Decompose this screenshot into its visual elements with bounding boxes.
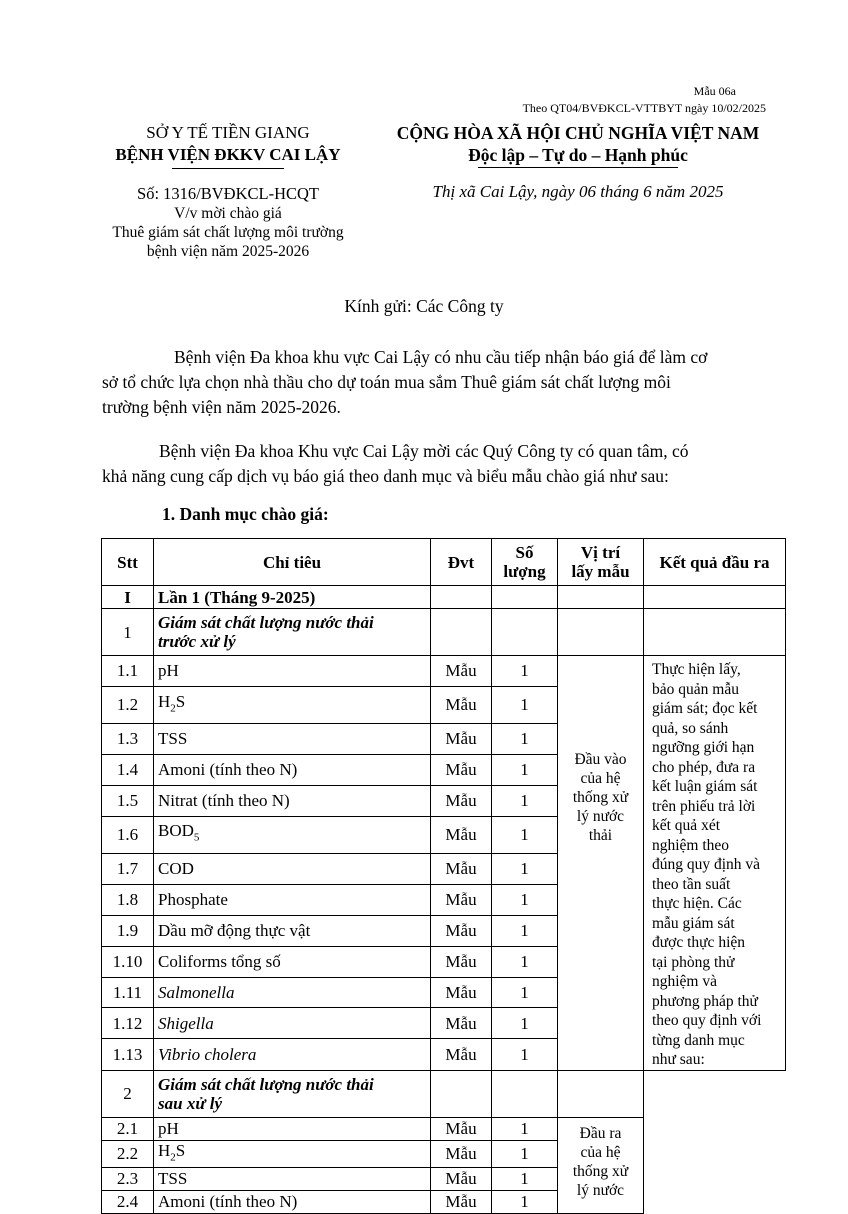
row-stt: 1.10 <box>102 946 154 977</box>
criteria-name: COD <box>158 859 194 879</box>
sampling-location-line: thống xử <box>572 1162 629 1180</box>
row-unit: Mẫu <box>431 754 492 785</box>
paragraph-1 <box>102 345 802 420</box>
paragraph-1-line-1: Bệnh viện Đa khoa khu vực Cai Lậy có nhu cầu tiếp nhận báo giá để làm cơ <box>174 347 708 367</box>
row-unit: Mẫu <box>431 977 492 1008</box>
table-row <box>102 1117 786 1140</box>
paragraph-2 <box>102 439 802 489</box>
row-stt: 1.2 <box>102 686 154 723</box>
empty-cell <box>492 586 558 609</box>
row-quantity: 1 <box>492 686 558 723</box>
outcome-line: đúng quy định và <box>652 856 761 873</box>
row-criteria <box>154 977 431 1008</box>
criteria-name: Salmonella <box>158 982 235 1002</box>
motto: Độc lập – Tự do – Hạnh phúc <box>468 145 688 165</box>
outcome-line: theo quy định với <box>652 1012 762 1029</box>
outcome-line: theo tần suất <box>652 875 731 893</box>
criteria-subscript: 2 <box>170 702 176 715</box>
row-quantity: 1 <box>492 884 558 915</box>
outcome-line: ngưỡng giới hạn <box>652 739 755 756</box>
outcome-line: tại phòng thử <box>652 953 735 971</box>
sampling-location-line: thải <box>588 827 613 844</box>
criteria-name: TSS <box>158 1169 188 1189</box>
part-stt: I <box>102 586 154 609</box>
header-stt: Stt <box>102 539 154 586</box>
group-title-line-1: Giám sát chất lượng nước thải <box>158 1074 374 1094</box>
sampling-location-line: lý nước <box>576 1181 625 1199</box>
header-unit: Đvt <box>431 539 492 586</box>
sampling-location-line: Đầu vào <box>574 751 627 768</box>
criteria-subscript: 2 <box>170 1150 176 1163</box>
criteria-name: pH <box>158 661 179 681</box>
outcome-line: thực hiện. Các <box>652 895 742 912</box>
row-quantity: 1 <box>492 1039 558 1070</box>
criteria-name: Phosphate <box>158 890 228 910</box>
row-criteria <box>154 946 431 977</box>
paragraph-1-line-2: sở tổ chức lựa chọn nhà thầu cho dự toán mua sắm Thuê giám sát chất lượng môi <box>102 372 671 392</box>
row-criteria <box>154 853 431 884</box>
row-stt: 2.2 <box>102 1140 154 1167</box>
row-stt: 1.13 <box>102 1039 154 1070</box>
row-unit: Mẫu <box>431 853 492 884</box>
outcome-line: nghiệm theo <box>652 836 730 854</box>
row-stt: 1.1 <box>102 656 154 687</box>
form-reference: Theo QT04/BVĐKCL-VTTBYT ngày 10/02/2025 <box>522 101 766 115</box>
row-unit: Mẫu <box>431 686 492 723</box>
doc-ref-block <box>96 184 360 261</box>
row-criteria <box>154 754 431 785</box>
group-stt: 1 <box>102 609 154 656</box>
sampling-location-line: lý nước <box>576 808 625 825</box>
empty-cell <box>431 1070 492 1117</box>
row-unit: Mẫu <box>431 1008 492 1039</box>
row-quantity: 1 <box>492 853 558 884</box>
group-title-line-1: Giám sát chất lượng nước thải <box>158 613 374 632</box>
part-row <box>102 586 786 609</box>
row-stt: 1.12 <box>102 1008 154 1039</box>
subject-line-1: V/v mời chào giá <box>174 205 282 222</box>
group-title-line-2: sau xử lý <box>158 1093 223 1113</box>
row-unit: Mẫu <box>431 656 492 687</box>
group-stt: 2 <box>102 1070 154 1117</box>
paragraph-2-line-1: Bệnh viện Đa khoa Khu vực Cai Lậy mời các Quý Công ty có quan tâm, có <box>159 441 689 461</box>
row-stt: 1.11 <box>102 977 154 1008</box>
row-stt: 1.6 <box>102 816 154 853</box>
sampling-location-line: thống xử <box>572 789 629 806</box>
outcome-line: kết luận giám sát <box>652 778 758 795</box>
document-number: Số: 1316/BVĐKCL-HCQT <box>137 184 319 203</box>
row-unit: Mẫu <box>431 1140 492 1167</box>
subject-line-3: bệnh viện năm 2025-2026 <box>146 243 310 260</box>
row-unit: Mẫu <box>431 1167 492 1190</box>
criteria-name: Amoni (tính theo N) <box>158 760 298 780</box>
paragraph-1-line-3: trường bệnh viện năm 2025-2026. <box>102 397 341 417</box>
header-location-line-1: Vị trí <box>580 543 621 562</box>
row-quantity: 1 <box>492 723 558 754</box>
row-quantity: 1 <box>492 1008 558 1039</box>
row-criteria <box>154 723 431 754</box>
row-unit: Mẫu <box>431 723 492 754</box>
empty-cell <box>431 586 492 609</box>
empty-cell <box>558 609 644 656</box>
row-unit: Mẫu <box>431 915 492 946</box>
empty-cell <box>644 609 786 656</box>
row-stt: 2.3 <box>102 1167 154 1190</box>
outcome-line: quả, so sánh <box>652 719 729 737</box>
row-stt: 2.1 <box>102 1117 154 1140</box>
row-unit: Mẫu <box>431 1117 492 1140</box>
empty-cell <box>644 586 786 609</box>
row-criteria <box>154 1167 431 1190</box>
criteria-name: H <box>158 1140 171 1160</box>
outcome-line: được thực hiện <box>652 934 745 951</box>
part-title: Lần 1 (Tháng 9-2025) <box>154 586 431 609</box>
outcome-line: giám sát; đọc kết <box>652 700 758 717</box>
row-criteria <box>154 915 431 946</box>
row-quantity: 1 <box>492 1140 558 1167</box>
table-row <box>102 1167 786 1190</box>
section-title: 1. Danh mục chào giá: <box>162 504 329 524</box>
sampling-location-line: của hệ <box>580 770 621 787</box>
criteria-name: Vibrio cholera <box>158 1044 257 1064</box>
outcome-line: bảo quản mẫu <box>652 680 739 698</box>
row-criteria <box>154 785 431 816</box>
row-criteria <box>154 1190 431 1213</box>
row-quantity: 1 <box>492 1117 558 1140</box>
criteria-name: Shigella <box>158 1013 214 1033</box>
paragraph-2-line-2: khả năng cung cấp dịch vụ báo giá theo danh mục và biểu mẫu chào giá như sau: <box>102 466 669 486</box>
national-header <box>378 122 778 168</box>
issuer-block <box>96 122 360 169</box>
header-quantity <box>492 539 558 586</box>
criteria-name: H <box>158 691 171 711</box>
table-row <box>102 1190 786 1213</box>
group-title-line-2: trước xử lý <box>158 632 236 651</box>
row-criteria <box>154 1117 431 1140</box>
header-location-line-2: lấy mẫu <box>571 562 630 581</box>
sampling-location <box>558 656 644 1071</box>
row-unit: Mẫu <box>431 816 492 853</box>
row-criteria <box>154 1140 431 1167</box>
nation-title: CỘNG HÒA XÃ HỘI CHỦ NGHĨA VIỆT NAM <box>396 123 760 143</box>
place-date-block <box>378 182 778 202</box>
form-number: Mẫu 06a <box>693 84 736 98</box>
salutation: Kính gửi: Các Công ty <box>344 296 504 316</box>
table-row <box>102 656 786 687</box>
row-quantity: 1 <box>492 1167 558 1190</box>
row-quantity: 1 <box>492 1190 558 1213</box>
group-title <box>154 1070 431 1117</box>
table-header-row <box>102 539 786 586</box>
outcome-line: kết quả xét <box>652 817 721 834</box>
row-unit: Mẫu <box>431 1039 492 1070</box>
header-quantity-line-2: lượng <box>503 562 546 581</box>
outcome-line: mẫu giám sát <box>652 914 735 932</box>
expected-outcome <box>644 656 786 1071</box>
empty-cell <box>431 609 492 656</box>
subject-line-2: Thuê giám sát chất lượng môi trường <box>112 224 344 241</box>
sampling-location-line: của hệ <box>580 1143 621 1161</box>
row-unit: Mẫu <box>431 1190 492 1213</box>
outcome-line: phương pháp thử <box>652 992 758 1010</box>
row-stt: 1.7 <box>102 853 154 884</box>
row-quantity: 1 <box>492 816 558 853</box>
place-date: Thị xã Cai Lậy, ngày 06 tháng 6 năm 2025 <box>432 182 724 201</box>
org-name: BỆNH VIỆN ĐKKV CAI LẬY <box>115 145 341 164</box>
criteria-name: Coliforms tổng số <box>158 952 281 972</box>
row-criteria <box>154 656 431 687</box>
motto-underline <box>478 167 678 168</box>
row-stt: 1.3 <box>102 723 154 754</box>
criteria-name: Dầu mỡ động thực vật <box>158 921 311 941</box>
row-criteria <box>154 686 431 723</box>
empty-cell <box>558 586 644 609</box>
price-catalogue-table <box>101 538 786 1214</box>
criteria-subscript: 5 <box>193 831 200 844</box>
empty-cell <box>558 1070 644 1117</box>
group-title <box>154 609 431 656</box>
row-stt: 1.8 <box>102 884 154 915</box>
row-criteria <box>154 1008 431 1039</box>
outcome-line: nghiệm và <box>652 973 717 990</box>
criteria-name: Amoni (tính theo N) <box>158 1192 298 1212</box>
row-criteria <box>154 884 431 915</box>
form-code <box>523 83 766 117</box>
group-row <box>102 609 786 656</box>
row-unit: Mẫu <box>431 884 492 915</box>
row-quantity: 1 <box>492 656 558 687</box>
criteria-name: TSS <box>158 729 188 749</box>
criteria-name: Nitrat (tính theo N) <box>158 791 290 811</box>
row-quantity: 1 <box>492 977 558 1008</box>
outcome-line: như sau: <box>652 1051 705 1068</box>
row-unit: Mẫu <box>431 785 492 816</box>
row-criteria <box>154 816 431 853</box>
row-quantity: 1 <box>492 785 558 816</box>
header-criteria: Chỉ tiêu <box>154 539 431 586</box>
empty-cell <box>492 1070 558 1117</box>
row-quantity: 1 <box>492 754 558 785</box>
empty-cell <box>492 609 558 656</box>
criteria-suffix: S <box>175 691 186 711</box>
table-row <box>102 1140 786 1167</box>
row-stt: 1.4 <box>102 754 154 785</box>
outcome-line: từng danh mục <box>652 1031 745 1049</box>
group-row <box>102 1070 786 1117</box>
sampling-location-line: Đầu ra <box>579 1124 622 1142</box>
org-parent: SỞ Y TẾ TIỀN GIANG <box>146 123 310 142</box>
row-stt: 1.9 <box>102 915 154 946</box>
row-stt: 1.5 <box>102 785 154 816</box>
header-location <box>558 539 644 586</box>
criteria-suffix: S <box>175 1140 186 1160</box>
row-unit: Mẫu <box>431 946 492 977</box>
outcome-line: trên phiếu trả lời <box>652 797 756 815</box>
outcome-line: Thực hiện lấy, <box>652 661 741 678</box>
header-result: Kết quả đầu ra <box>644 539 786 586</box>
header-quantity-line-1: Số <box>515 543 534 562</box>
row-stt: 2.4 <box>102 1190 154 1213</box>
criteria-name: BOD <box>158 821 194 841</box>
row-criteria <box>154 1039 431 1070</box>
org-underline <box>172 168 284 169</box>
outcome-line: cho phép, đưa ra <box>652 758 756 776</box>
row-quantity: 1 <box>492 946 558 977</box>
row-quantity: 1 <box>492 915 558 946</box>
criteria-name: pH <box>158 1119 179 1138</box>
